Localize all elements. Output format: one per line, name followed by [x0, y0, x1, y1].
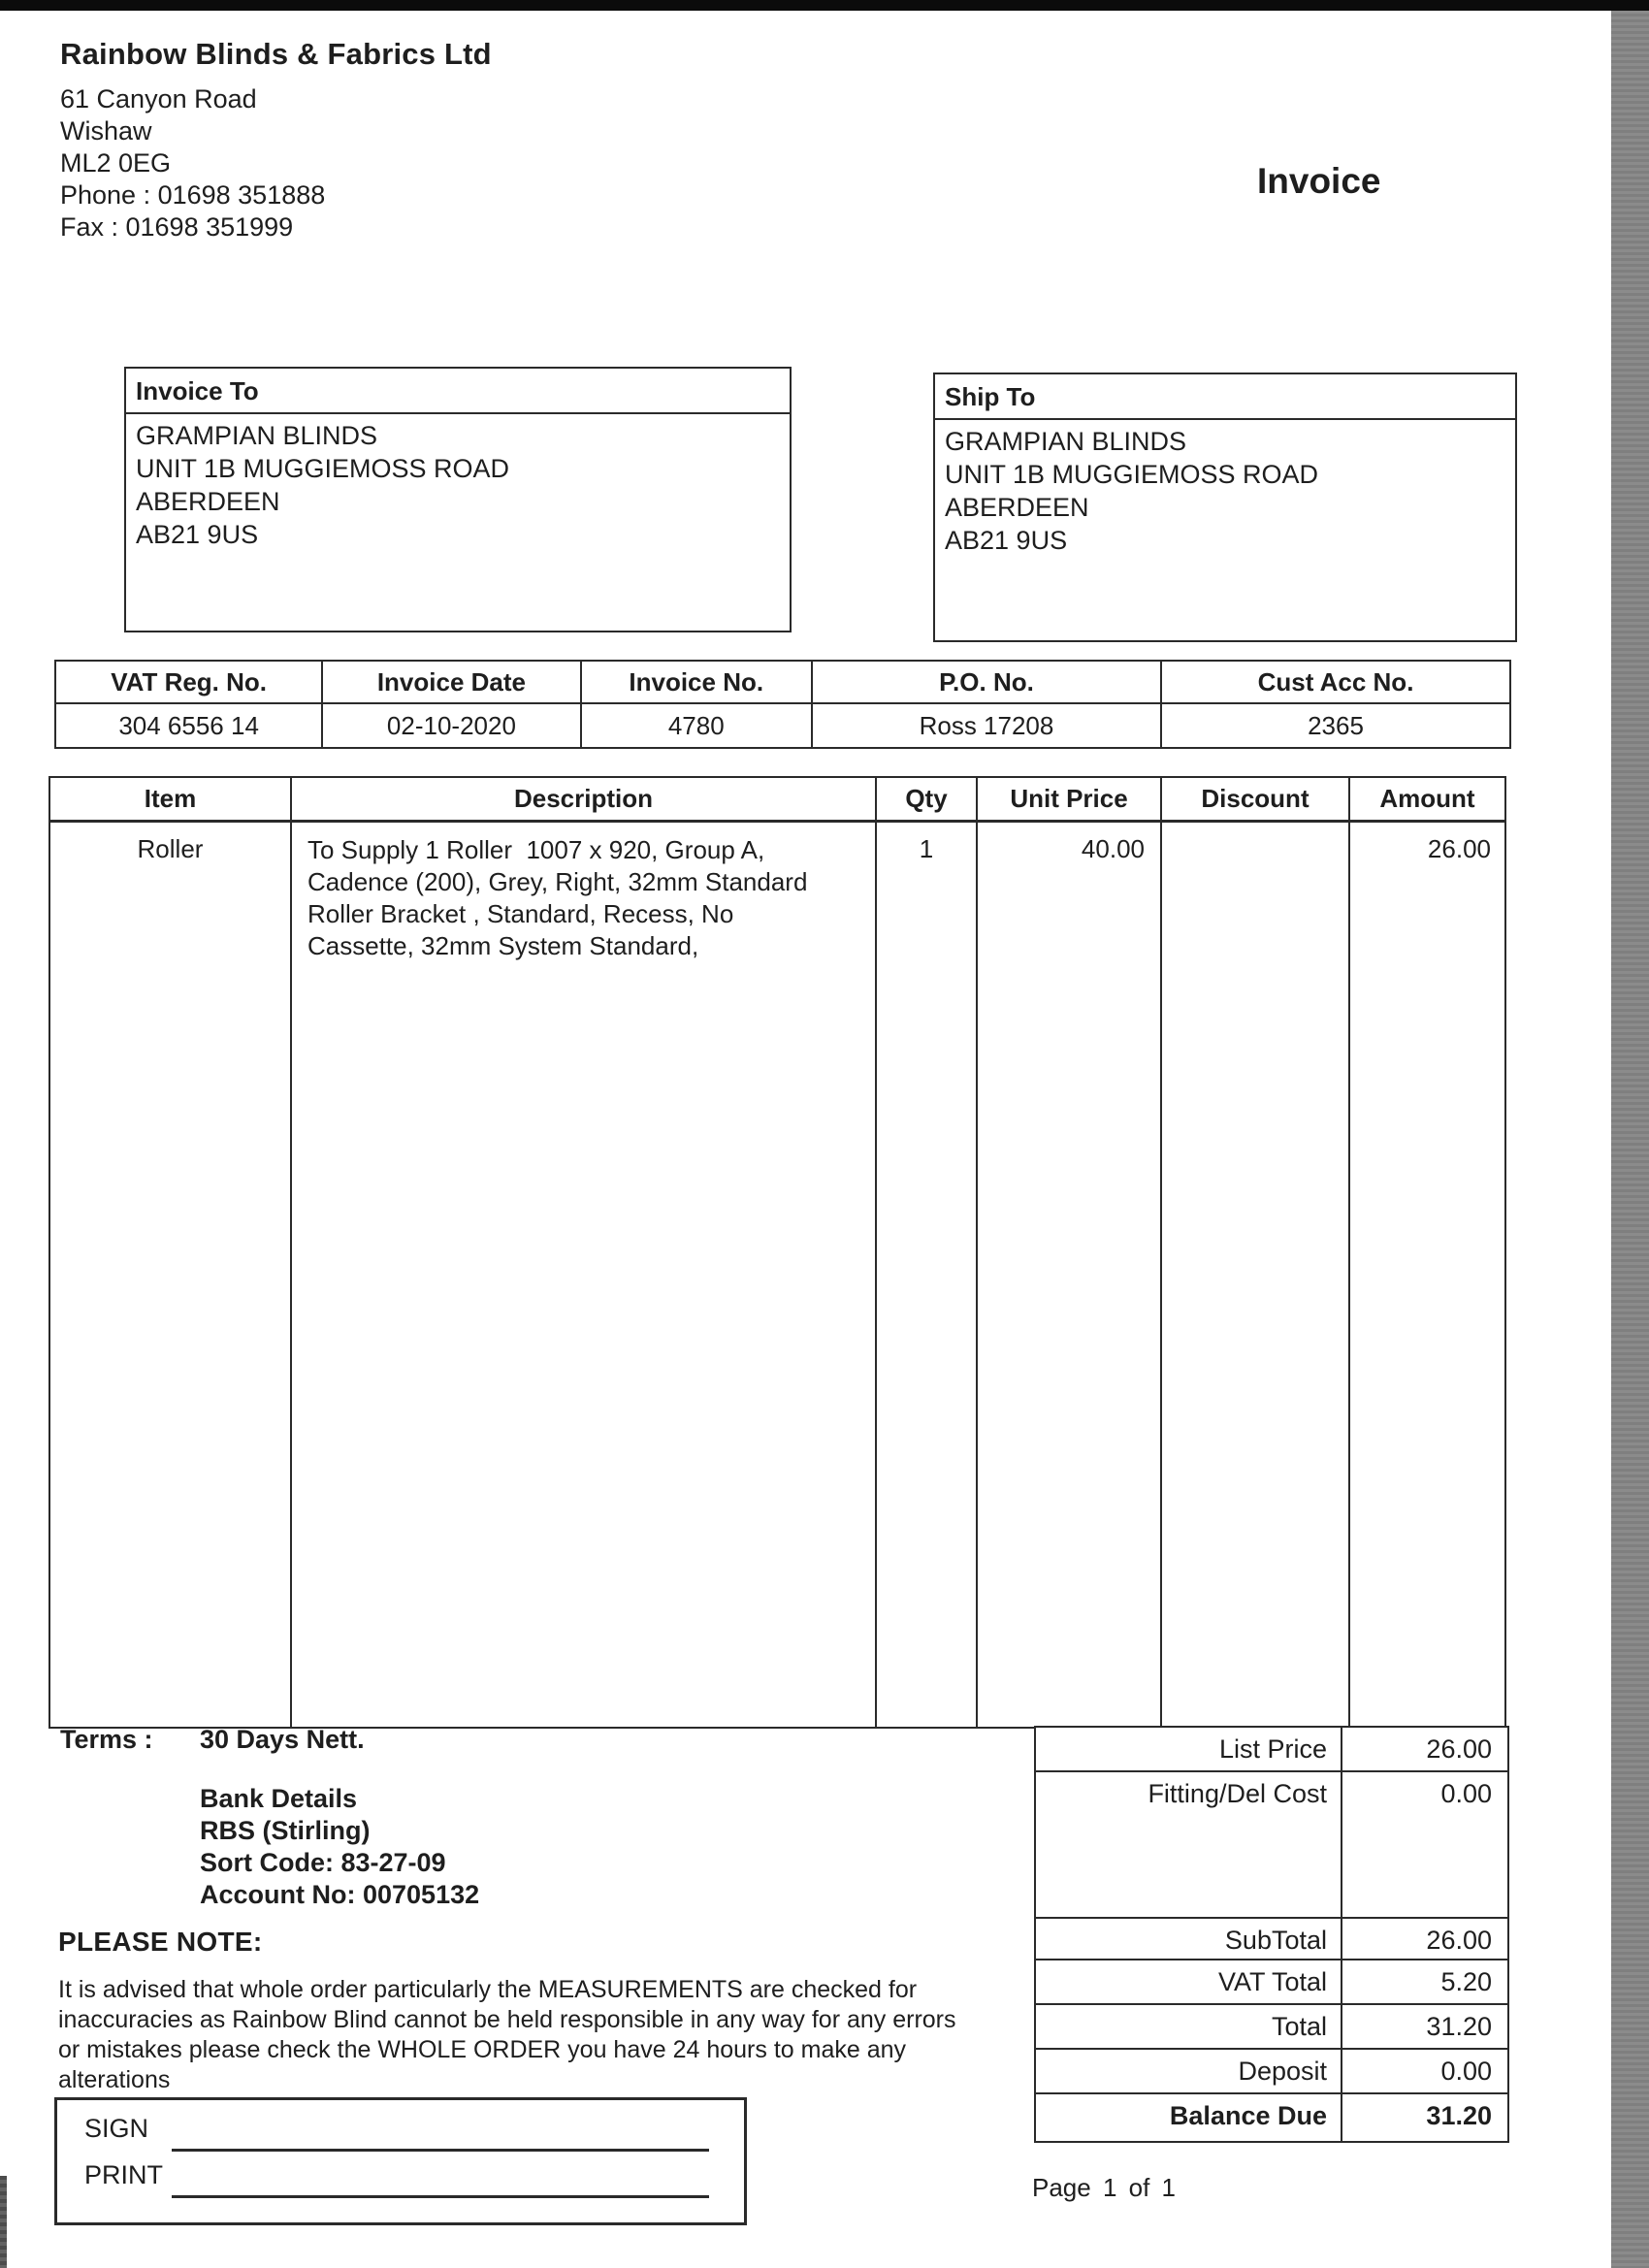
invoice-to-box — [124, 367, 792, 632]
scan-left-edge — [0, 2176, 7, 2268]
invoice-to-label: Invoice To — [126, 369, 790, 414]
bank-line: RBS (Stirling) — [200, 1816, 371, 1845]
items-header-unit-price: Unit Price — [976, 778, 1160, 823]
totals-row-total — [1036, 2003, 1507, 2048]
bank-line: Account No: 00705132 — [200, 1880, 480, 1909]
note-body: It is advised that whole order particularly the MEASUREMENTS are checked for inaccuracies as Rainbow Blind cannot be held responsible in any way for any errors or mistakes please check the WHOLE ORDER you have 24 hours to make any alterations — [58, 1976, 956, 2093]
totals-label: Deposit — [1036, 2050, 1342, 2092]
bank-details-title: Bank Details — [200, 1784, 358, 1813]
totals-label: Total — [1036, 2005, 1342, 2048]
meta-header-invoice-date: Invoice Date — [321, 662, 579, 704]
address-line: ML2 0EG — [60, 148, 172, 178]
ship-to-label: Ship To — [935, 374, 1515, 420]
bank-details — [200, 1783, 479, 1911]
meta-header-cust-acc: Cust Acc No. — [1160, 662, 1509, 704]
address-line: Wishaw — [60, 116, 152, 146]
items-header-description: Description — [290, 778, 875, 823]
terms-value: 30 Days Nett. — [200, 1725, 365, 1754]
totals-row-list-price — [1036, 1728, 1507, 1770]
totals-box — [1034, 1726, 1509, 2143]
totals-value: 31.20 — [1426, 2101, 1492, 2130]
invoice-to-line: AB21 9US — [136, 520, 259, 549]
totals-value: 0.00 — [1440, 1779, 1492, 1808]
items-header-item: Item — [50, 778, 290, 823]
print-line[interactable] — [172, 2195, 709, 2198]
totals-label: List Price — [1036, 1728, 1342, 1770]
totals-row-subtotal — [1036, 1917, 1507, 1959]
totals-label: Balance Due — [1036, 2094, 1342, 2142]
page-number: Page 1 of 1 — [1032, 2173, 1176, 2202]
invoice-to-line: GRAMPIAN BLINDS — [136, 421, 378, 450]
meta-value-po-no: Ross 17208 — [811, 704, 1160, 747]
sign-line[interactable] — [172, 2149, 709, 2152]
company-address — [60, 83, 325, 243]
print-label: PRINT — [84, 2160, 163, 2189]
totals-label: VAT Total — [1036, 1960, 1342, 2003]
line-items-table — [48, 776, 1506, 1729]
ship-to-line: AB21 9US — [945, 526, 1068, 555]
signature-box — [54, 2097, 747, 2225]
totals-value: 26.00 — [1426, 1734, 1492, 1764]
totals-label: SubTotal — [1036, 1919, 1342, 1959]
invoice-to-line: UNIT 1B MUGGIEMOSS ROAD — [136, 454, 510, 483]
totals-value: 5.20 — [1440, 1967, 1492, 1996]
bank-line: Sort Code: 83-27-09 — [200, 1848, 446, 1877]
meta-value-invoice-no: 4780 — [580, 704, 811, 747]
meta-header-vat-reg: VAT Reg. No. — [56, 662, 321, 704]
items-header-qty: Qty — [875, 778, 976, 823]
totals-row-vat-total — [1036, 1959, 1507, 2003]
ship-to-line: GRAMPIAN BLINDS — [945, 427, 1187, 456]
meta-value-invoice-date: 02-10-2020 — [321, 704, 579, 747]
ship-to-address — [935, 420, 1515, 557]
discount-cell — [1160, 823, 1348, 1727]
unit-price-cell: 40.00 — [976, 823, 1160, 1727]
amount-cell: 26.00 — [1348, 823, 1504, 1727]
terms-label: Terms : — [60, 1725, 153, 1754]
description-cell: To Supply 1 Roller 1007 x 920, Group A, Cadence (200), Grey, Right, 32mm Standard Roller Bracket , Standard, Recess, No Cassette, 32mm System Standard, — [290, 823, 875, 1727]
invoice-to-address — [126, 414, 790, 551]
item-cell: Roller — [137, 834, 204, 863]
scan-right-edge — [1611, 11, 1649, 2268]
address-line: Fax : 01698 351999 — [60, 212, 294, 242]
invoice-to-line: ABERDEEN — [136, 487, 280, 516]
totals-row-balance-due — [1036, 2092, 1507, 2142]
meta-header-po-no: P.O. No. — [811, 662, 1160, 704]
meta-value-cust-acc: 2365 — [1160, 704, 1509, 747]
ship-to-line: ABERDEEN — [945, 493, 1089, 522]
totals-value: 31.20 — [1426, 2012, 1492, 2041]
totals-value: 26.00 — [1426, 1926, 1492, 1955]
items-header-discount: Discount — [1160, 778, 1348, 823]
scan-top-edge — [0, 0, 1649, 11]
ship-to-line: UNIT 1B MUGGIEMOSS ROAD — [945, 460, 1319, 489]
document-title: Invoice — [1257, 161, 1381, 201]
qty-cell: 1 — [875, 823, 976, 1727]
totals-row-deposit — [1036, 2048, 1507, 2092]
company-name: Rainbow Blinds & Fabrics Ltd — [60, 37, 492, 71]
totals-label: Fitting/Del Cost — [1036, 1772, 1342, 1917]
invoice-meta-table — [54, 660, 1511, 749]
ship-to-box — [933, 373, 1517, 642]
address-line: Phone : 01698 351888 — [60, 180, 326, 210]
items-header-amount: Amount — [1348, 778, 1504, 823]
sign-label: SIGN — [84, 2114, 149, 2143]
note-title: PLEASE NOTE: — [58, 1927, 263, 1957]
totals-value: 0.00 — [1440, 2057, 1492, 2086]
meta-header-invoice-no: Invoice No. — [580, 662, 811, 704]
meta-value-vat-reg: 304 6556 14 — [118, 710, 259, 740]
address-line: 61 Canyon Road — [60, 84, 257, 113]
totals-row-fitting-del — [1036, 1770, 1507, 1917]
